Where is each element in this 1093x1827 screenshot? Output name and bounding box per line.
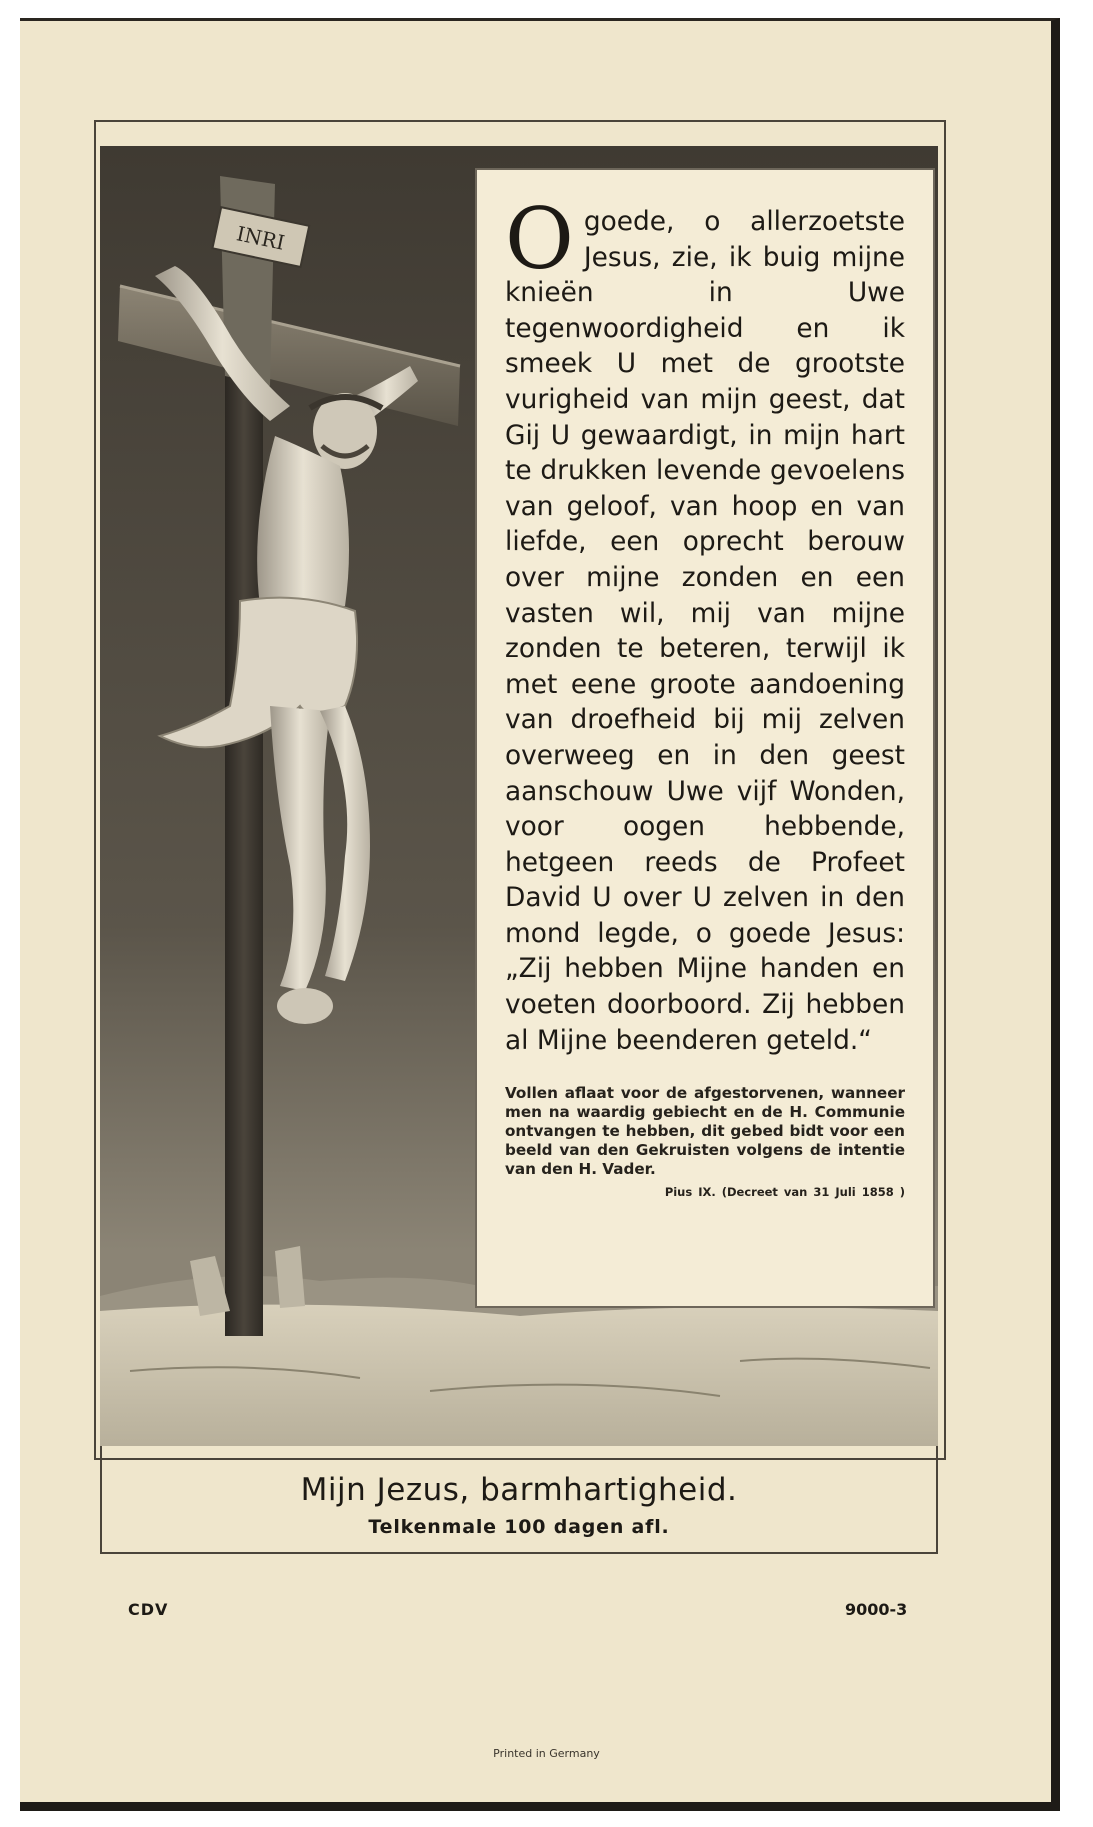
feet	[277, 988, 333, 1024]
inri-label: INRI	[234, 221, 287, 255]
dropcap: O	[505, 190, 574, 288]
prayer-body: goede, o allerzoetste Jesus, zie, ik buig mijne knieën in Uwe tegenwoordigheid en ik smeek U met de grootste vurigheid van mijn geest, dat Gij U gewaardigt, in mijn hart te drukken levende gevoelens van geloof, van hoop en van liefde, een oprecht berouw over mijne zonden en een vasten wil, mij van mijne zonden te beteren, terwijl ik met eene groote aandoening van droefheid bij mij zelven overweeg en in den geest aanschouw Uwe vijf Wonden, voor oogen hebbende, hetgeen reeds de Profeet David U over U zelven in den mond legde, o goede Jesus: „Zij hebben Mijne handen en voeten doorboord. Zij hebben al Mijne beenderen geteld.“	[505, 206, 905, 1056]
decree-line: Pius IX. (Decreet van 31 Juli 1858 )	[664, 1185, 905, 1200]
print-number: 9000-3	[845, 1600, 908, 1619]
prayer-text	[505, 190, 905, 1058]
prayer-panel	[475, 168, 935, 1308]
caption-box	[100, 1446, 938, 1554]
publisher-code: CDV	[128, 1600, 169, 1619]
printed-in-label: Printed in Germany	[493, 1747, 600, 1760]
indulgence-note: Vollen aflaat voor de afgestorvenen, wanneer men na waardig gebiecht en de H. Communie ontvangen te hebben, dit gebed bidt voor een beeld van den Gekruisten volgens de intentie van den H. Vader.	[505, 1084, 905, 1179]
caption-title: Mijn Jezus, barmhartigheid.	[300, 1472, 738, 1508]
caption-subtitle: Telkenmale 100 dagen afl.	[368, 1516, 670, 1538]
